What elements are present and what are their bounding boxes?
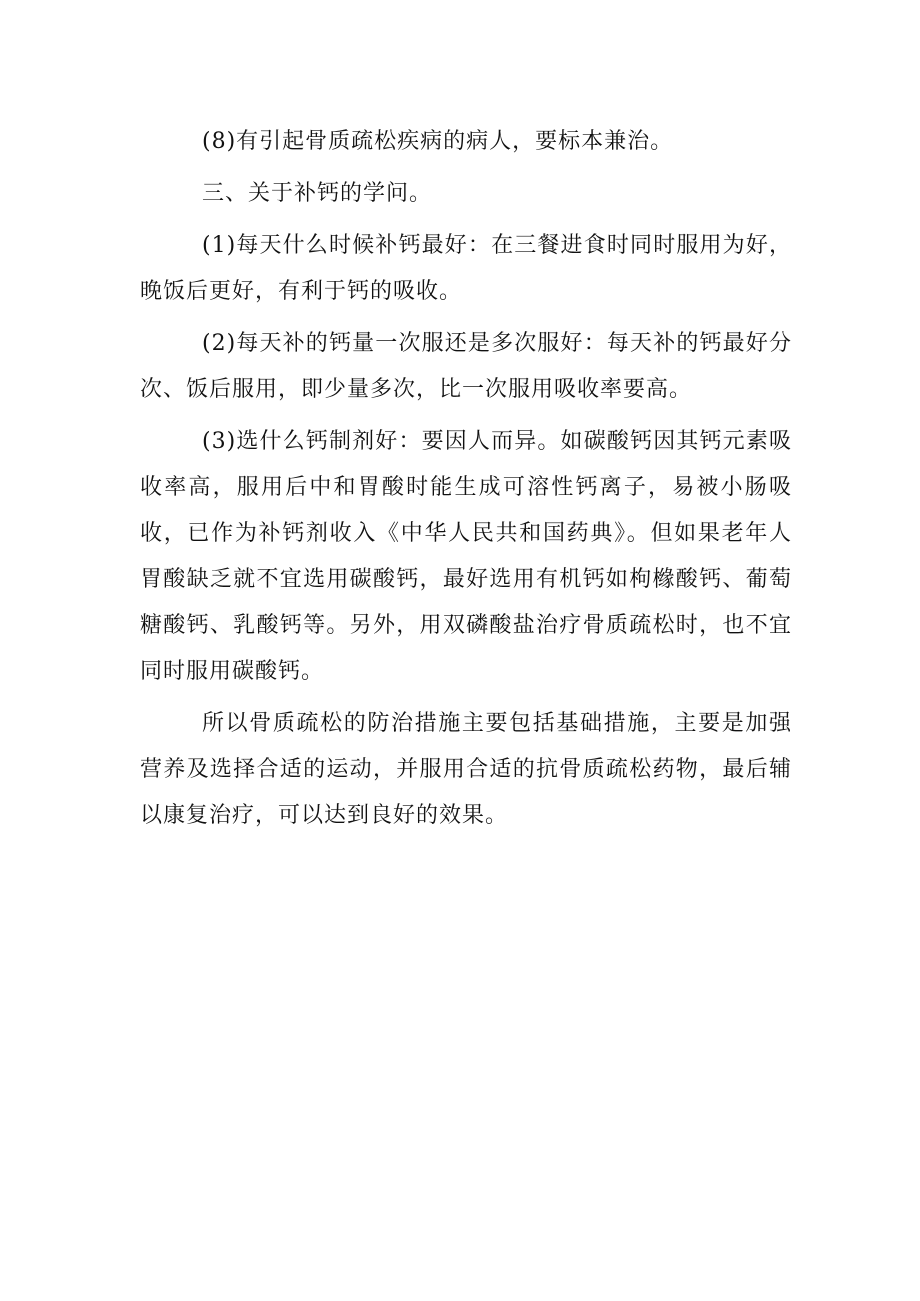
paragraph-item-8: (8)有引起骨质疏松疾病的病人，要标本兼治。: [202, 129, 674, 154]
paragraph-item-3: (3)选什么钙制剂好：要因人而异。如碳酸钙因其钙元素吸收率高，服用后中和胃酸时能生成可溶性钙离子，易被小肠吸收，已作为补钙剂收入《中华人民共和国药典》。但如果老年人胃酸缺乏就不宜选用碳酸钙，最好选用有机钙如枸橼酸钙、葡萄糖酸钙、乳酸钙等。另外，用双磷酸盐治疗骨质疏松时，也不宜同时服用碳酸钙。: [140, 429, 792, 684]
paragraph-conclusion: 所以骨质疏松的防治措施主要包括基础措施，主要是加强营养及选择合适的运动，并服用合适的抗骨质疏松药物，最后辅以康复治疗，可以达到良好的效果。: [140, 711, 792, 828]
paragraph-item-1: (1)每天什么时候补钙最好：在三餐进食时同时服用为好，晚饭后更好，有利于钙的吸收。: [140, 233, 792, 304]
document-body: [140, 119, 792, 839]
section-heading-calcium: 三、关于补钙的学问。: [202, 181, 433, 206]
paragraph-item-2: (2)每天补的钙量一次服还是多次服好：每天补的钙最好分次、饭后服用，即少量多次，比一次服用吸收率要高。: [140, 331, 792, 402]
